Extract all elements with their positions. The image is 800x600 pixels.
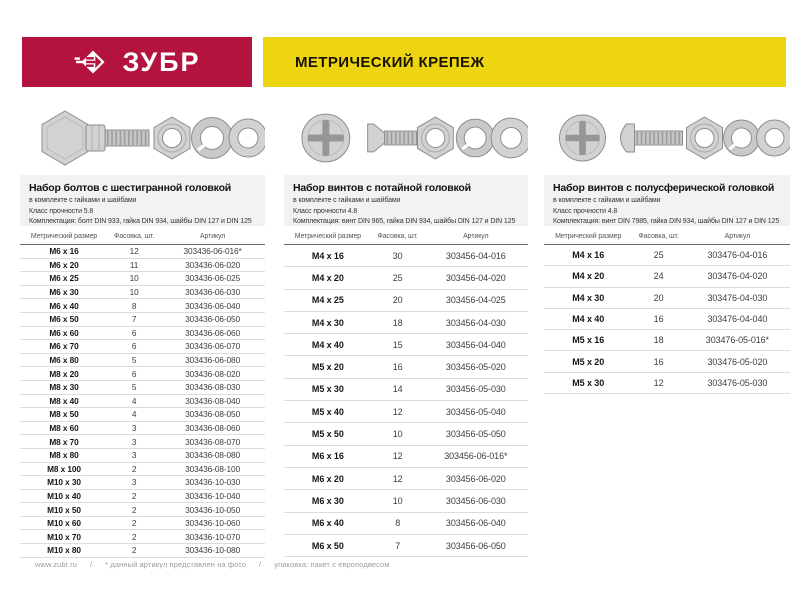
cell-sku: 303476-04-040 <box>685 308 790 329</box>
cell-sku: 303476-04-020 <box>685 266 790 287</box>
section-hex-bolts <box>20 98 265 558</box>
cell-size: M4 x 16 <box>284 245 372 267</box>
cell-qty: 2 <box>108 489 160 503</box>
footer-separator: / <box>259 560 262 569</box>
cell-qty: 5 <box>108 380 160 394</box>
product-subtitle: в комплекте с гайками и шайбами <box>29 197 137 204</box>
cell-size: M5 x 16 <box>544 330 632 351</box>
col-header-qty: Фасовка, шт. <box>372 228 424 245</box>
table-row <box>20 299 265 313</box>
table-row <box>20 503 265 517</box>
cell-size: M10 x 60 <box>20 516 108 530</box>
cell-size: M4 x 30 <box>284 311 372 333</box>
cell-sku: 303456-06-030 <box>424 490 528 512</box>
kit-contents: Комплектация: винт DIN 7985, гайка DIN 934, шайбы DIN 127 и DIN 125 <box>553 218 780 225</box>
table-row <box>20 394 265 408</box>
cell-qty: 3 <box>108 476 160 490</box>
cell-qty: 16 <box>632 351 684 372</box>
cell-sku: 303436-10-030 <box>160 476 265 490</box>
table-row <box>20 258 265 272</box>
table-row <box>20 448 265 462</box>
cell-qty: 8 <box>108 299 160 313</box>
section-countersunk-screws <box>284 98 528 557</box>
flat-washer-icon <box>491 118 528 158</box>
table-row <box>20 421 265 435</box>
table-row <box>20 380 265 394</box>
cell-size: M5 x 40 <box>284 401 372 423</box>
cell-sku: 303436-08-100 <box>160 462 265 476</box>
zubr-arrow-diamond-icon <box>73 42 113 82</box>
phillips-head-front-icon <box>560 115 606 161</box>
cell-sku: 303476-04-030 <box>685 287 790 308</box>
col-header-size: Метрический размер <box>284 228 372 245</box>
footer-site-link[interactable]: www.zubr.ru <box>35 560 77 569</box>
table-row <box>20 544 265 558</box>
countersunk-screw-side-icon <box>368 124 417 152</box>
col-header-sku: Артикул <box>160 228 265 245</box>
table-row <box>284 267 528 289</box>
cell-size: M6 x 30 <box>20 285 108 299</box>
cell-qty: 12 <box>632 372 684 393</box>
table-row <box>544 266 790 287</box>
cell-qty: 3 <box>108 421 160 435</box>
phillips-head-front-icon <box>302 114 350 162</box>
cell-sku: 303476-05-020 <box>685 351 790 372</box>
table-row <box>544 330 790 351</box>
cell-sku: 303456-04-020 <box>424 267 528 289</box>
cell-size: M6 x 80 <box>20 353 108 367</box>
table-row <box>284 289 528 311</box>
cell-sku: 303436-10-060 <box>160 516 265 530</box>
cell-size: M6 x 50 <box>284 534 372 556</box>
cell-size: M8 x 20 <box>20 367 108 381</box>
cell-qty: 10 <box>108 285 160 299</box>
cell-size: M5 x 20 <box>544 351 632 372</box>
cell-qty: 2 <box>108 503 160 517</box>
cell-size: M6 x 20 <box>284 467 372 489</box>
table-row <box>20 367 265 381</box>
col-header-size: Метрический размер <box>544 228 632 245</box>
table-row <box>20 516 265 530</box>
hex-nut-icon <box>687 117 723 159</box>
cell-size: M10 x 80 <box>20 544 108 558</box>
cell-size: M4 x 30 <box>544 287 632 308</box>
cell-qty: 16 <box>632 308 684 329</box>
size-table <box>544 228 790 394</box>
cell-size: M6 x 20 <box>20 258 108 272</box>
size-table <box>20 228 265 558</box>
page-footer <box>35 560 390 569</box>
cell-qty: 6 <box>108 367 160 381</box>
pan-head-screw-set-photo <box>544 98 790 172</box>
cell-qty: 18 <box>372 311 424 333</box>
cell-qty: 24 <box>632 266 684 287</box>
cell-size: M6 x 30 <box>284 490 372 512</box>
cell-size: M8 x 80 <box>20 448 108 462</box>
brand-banner <box>22 37 252 87</box>
cell-sku: 303456-04-016 <box>424 245 528 267</box>
table-row <box>20 285 265 299</box>
size-table <box>284 228 528 557</box>
cell-sku: 303436-10-040 <box>160 489 265 503</box>
cell-size: M6 x 16 <box>20 245 108 259</box>
flat-washer-icon <box>757 120 791 156</box>
cell-sku: 303456-04-030 <box>424 311 528 333</box>
table-row <box>20 530 265 544</box>
table-row <box>20 476 265 490</box>
table-row <box>20 340 265 354</box>
cell-qty: 12 <box>372 467 424 489</box>
table-row <box>284 334 528 356</box>
strength-class: Класс прочности 5.8 <box>29 207 94 215</box>
hex-bolt-set-photo <box>20 98 265 172</box>
cell-size: M5 x 50 <box>284 423 372 445</box>
cell-sku: 303456-05-050 <box>424 423 528 445</box>
cell-sku: 303436-10-080 <box>160 544 265 558</box>
cell-sku: 303436-08-040 <box>160 394 265 408</box>
cell-qty: 18 <box>632 330 684 351</box>
table-row <box>20 462 265 476</box>
cell-qty: 10 <box>372 490 424 512</box>
cell-sku: 303436-08-030 <box>160 380 265 394</box>
cell-qty: 25 <box>632 245 684 266</box>
cell-sku: 303436-08-080 <box>160 448 265 462</box>
table-header-row <box>284 228 528 245</box>
cell-size: M8 x 50 <box>20 408 108 422</box>
cell-sku: 303456-04-040 <box>424 334 528 356</box>
cell-size: M10 x 30 <box>20 476 108 490</box>
cell-size: M5 x 20 <box>284 356 372 378</box>
footer-separator: / <box>89 560 93 569</box>
footer-packaging-note: упаковка: пакет с европодвесом <box>274 560 390 569</box>
cell-size: M4 x 40 <box>544 308 632 329</box>
cell-qty: 2 <box>108 516 160 530</box>
strength-class: Класс прочности 4.8 <box>293 207 358 215</box>
cell-sku: 303456-05-040 <box>424 401 528 423</box>
cell-sku: 303456-05-030 <box>424 378 528 400</box>
cell-qty: 2 <box>108 544 160 558</box>
cell-qty: 15 <box>372 334 424 356</box>
cell-sku: 303436-06-016* <box>160 245 265 259</box>
table-row <box>284 245 528 267</box>
hex-bolt-side-icon <box>86 125 149 151</box>
table-row <box>284 490 528 512</box>
category-banner <box>263 37 786 87</box>
cell-size: M10 x 40 <box>20 489 108 503</box>
table-row <box>284 356 528 378</box>
table-row <box>284 401 528 423</box>
cell-sku: 303436-06-070 <box>160 340 265 354</box>
brand-logo-text: ЗУБР <box>122 46 201 77</box>
cell-size: M6 x 70 <box>20 340 108 354</box>
table-row <box>20 489 265 503</box>
cell-size: M10 x 50 <box>20 503 108 517</box>
table-row <box>544 245 790 266</box>
cell-qty: 6 <box>108 326 160 340</box>
cell-sku: 303436-06-020 <box>160 258 265 272</box>
spring-washer-icon <box>192 118 233 159</box>
table-row <box>544 372 790 393</box>
cell-size: M4 x 25 <box>284 289 372 311</box>
kit-contents: Комплектация: болт DIN 933, гайка DIN 934, шайбы DIN 127 и DIN 125 <box>29 218 252 225</box>
product-title: Набор винтов с полусферической головкой <box>553 182 775 194</box>
cell-sku: 303476-05-016* <box>685 330 790 351</box>
strength-class: Класс прочности 4.8 <box>553 207 618 215</box>
cell-sku: 303436-08-050 <box>160 408 265 422</box>
cell-sku: 303436-08-020 <box>160 367 265 381</box>
cell-size: M6 x 16 <box>284 445 372 467</box>
cell-qty: 10 <box>372 423 424 445</box>
col-header-size: Метрический размер <box>20 228 108 245</box>
cell-qty: 16 <box>372 356 424 378</box>
table-row <box>284 467 528 489</box>
cell-sku: 303436-06-025 <box>160 272 265 286</box>
table-row <box>20 435 265 449</box>
cell-size: M8 x 30 <box>20 380 108 394</box>
cell-qty: 3 <box>108 435 160 449</box>
hex-nut-icon <box>417 117 453 159</box>
cell-sku: 303456-06-040 <box>424 512 528 534</box>
cell-sku: 303436-06-040 <box>160 299 265 313</box>
section-pan-head-screws <box>544 98 790 394</box>
col-header-qty: Фасовка, шт. <box>632 228 684 245</box>
countersunk-screw-set-photo <box>284 98 528 172</box>
table-row <box>284 423 528 445</box>
cell-qty: 30 <box>372 245 424 267</box>
cell-size: M8 x 100 <box>20 462 108 476</box>
cell-sku: 303436-10-050 <box>160 503 265 517</box>
product-header <box>284 175 528 226</box>
table-header-row <box>20 228 265 245</box>
cell-sku: 303436-10-070 <box>160 530 265 544</box>
flat-washer-icon <box>229 119 265 157</box>
table-row <box>20 408 265 422</box>
cell-sku: 303456-06-016* <box>424 445 528 467</box>
table-row <box>284 378 528 400</box>
cell-sku: 303456-06-050 <box>424 534 528 556</box>
cell-size: M8 x 70 <box>20 435 108 449</box>
table-row <box>284 534 528 556</box>
table-row <box>284 512 528 534</box>
kit-contents: Комплектация: винт DIN 965, гайка DIN 934, шайбы DIN 127 и DIN 125 <box>293 218 516 225</box>
cell-sku: 303456-04-025 <box>424 289 528 311</box>
cell-sku: 303476-05-030 <box>685 372 790 393</box>
cell-size: M6 x 60 <box>20 326 108 340</box>
cell-qty: 11 <box>108 258 160 272</box>
cell-qty: 2 <box>108 462 160 476</box>
cell-size: M6 x 40 <box>284 512 372 534</box>
table-header-row <box>544 228 790 245</box>
product-header <box>544 175 790 226</box>
cell-sku: 303436-06-080 <box>160 353 265 367</box>
table-row <box>544 308 790 329</box>
product-subtitle: в комплекте с гайками и шайбами <box>293 197 401 204</box>
hex-head-front-icon <box>42 111 88 165</box>
cell-size: M8 x 40 <box>20 394 108 408</box>
col-header-sku: Артикул <box>424 228 528 245</box>
cell-qty: 12 <box>372 445 424 467</box>
cell-qty: 4 <box>108 408 160 422</box>
cell-sku: 303476-04-016 <box>685 245 790 266</box>
cell-sku: 303456-06-020 <box>424 467 528 489</box>
cell-size: M6 x 25 <box>20 272 108 286</box>
table-row <box>544 351 790 372</box>
footer-photo-note: * данный артикул представлен на фото <box>105 560 247 569</box>
product-title: Набор болтов с шестигранной головкой <box>29 182 232 194</box>
cell-sku: 303436-08-060 <box>160 421 265 435</box>
table-row <box>20 353 265 367</box>
col-header-qty: Фасовка, шт. <box>108 228 160 245</box>
table-row <box>20 245 265 259</box>
product-subtitle: в комплекте с гайками и шайбами <box>553 197 661 204</box>
cell-qty: 20 <box>372 289 424 311</box>
cell-qty: 10 <box>108 272 160 286</box>
cell-size: M10 x 70 <box>20 530 108 544</box>
table-row <box>284 445 528 467</box>
table-row <box>20 312 265 326</box>
hex-nut-icon <box>154 117 190 159</box>
cell-qty: 6 <box>108 340 160 354</box>
cell-size: M6 x 40 <box>20 299 108 313</box>
cell-qty: 12 <box>372 401 424 423</box>
table-row <box>20 272 265 286</box>
cell-size: M4 x 40 <box>284 334 372 356</box>
pan-head-screw-side-icon <box>621 124 683 152</box>
page-title: МЕТРИЧЕСКИЙ КРЕПЕЖ <box>295 53 485 71</box>
cell-qty: 5 <box>108 353 160 367</box>
cell-size: M6 x 50 <box>20 312 108 326</box>
cell-qty: 2 <box>108 530 160 544</box>
cell-qty: 25 <box>372 267 424 289</box>
cell-qty: 7 <box>108 312 160 326</box>
cell-size: M4 x 20 <box>284 267 372 289</box>
cell-sku: 303436-06-050 <box>160 312 265 326</box>
cell-sku: 303456-05-020 <box>424 356 528 378</box>
cell-size: M8 x 60 <box>20 421 108 435</box>
col-header-sku: Артикул <box>685 228 790 245</box>
spring-washer-icon <box>456 119 494 157</box>
cell-qty: 4 <box>108 394 160 408</box>
cell-size: M4 x 16 <box>544 245 632 266</box>
cell-sku: 303436-06-030 <box>160 285 265 299</box>
cell-size: M5 x 30 <box>284 378 372 400</box>
cell-qty: 8 <box>372 512 424 534</box>
product-header <box>20 175 265 226</box>
table-row <box>284 311 528 333</box>
cell-size: M4 x 20 <box>544 266 632 287</box>
spring-washer-icon <box>724 120 760 156</box>
cell-qty: 7 <box>372 534 424 556</box>
cell-qty: 3 <box>108 448 160 462</box>
cell-size: M5 x 30 <box>544 372 632 393</box>
cell-qty: 14 <box>372 378 424 400</box>
table-row <box>544 287 790 308</box>
cell-qty: 12 <box>108 245 160 259</box>
cell-sku: 303436-06-060 <box>160 326 265 340</box>
table-row <box>20 326 265 340</box>
cell-sku: 303436-08-070 <box>160 435 265 449</box>
product-title: Набор винтов с потайной головкой <box>293 182 471 194</box>
cell-qty: 20 <box>632 287 684 308</box>
